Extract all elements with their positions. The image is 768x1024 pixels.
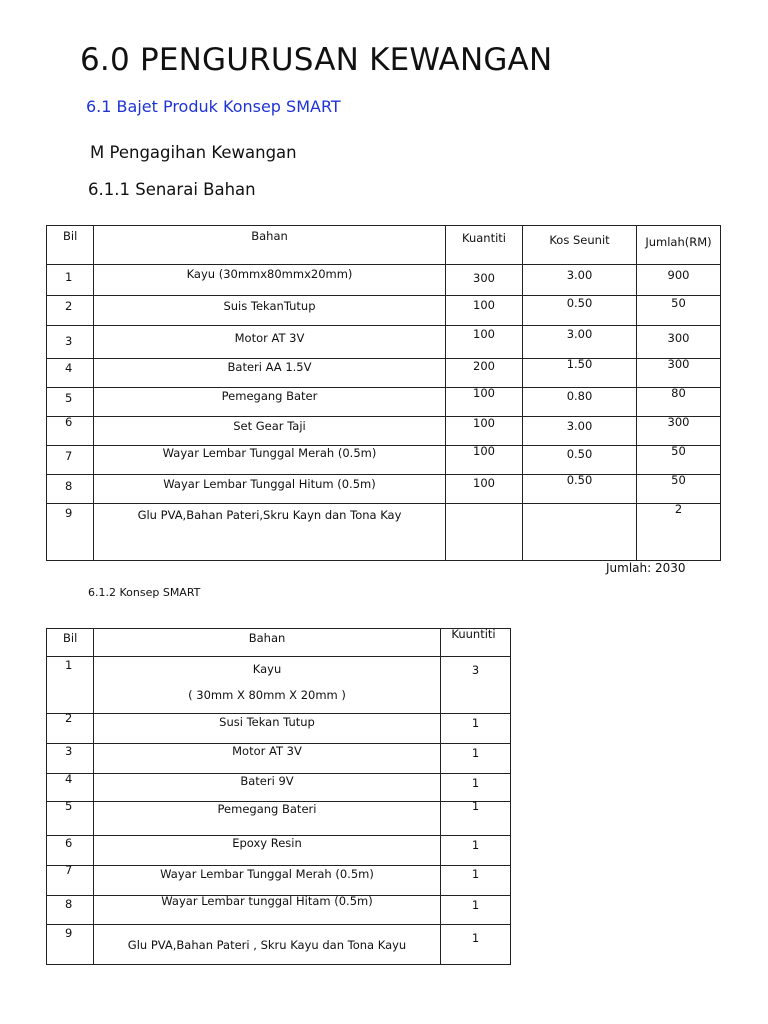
table-cell	[446, 265, 523, 296]
cell-text: 5	[65, 799, 73, 813]
cell-text: 6	[65, 836, 73, 850]
cell-text: 1	[65, 270, 73, 284]
cell-text: 300	[667, 331, 690, 345]
cell-text: 2	[65, 711, 73, 725]
table-cell	[441, 799, 511, 836]
table-cell	[523, 388, 637, 417]
table-cell	[441, 896, 511, 925]
header-bil	[47, 629, 94, 657]
table-cell	[523, 475, 637, 504]
cell-text: 1	[471, 776, 480, 790]
cell-text: 9	[65, 506, 73, 520]
cell-text: 0.50	[566, 473, 593, 487]
cell-text: Bahan	[248, 631, 286, 645]
cell-text: Wayar Lembar Tunggal Merah (0.5m)	[162, 446, 377, 460]
cell-text: 1	[471, 898, 480, 912]
table-row	[47, 265, 721, 296]
table-row	[47, 475, 721, 504]
subheading-budget: 6.1 Bajet Produk Konsep SMART	[86, 97, 341, 116]
table-cell	[47, 896, 94, 925]
cell-text: 50	[671, 296, 686, 310]
table-row	[47, 866, 511, 896]
cell-text: 100	[473, 476, 495, 490]
header-kuuntiti	[441, 629, 511, 657]
table-header-row	[47, 226, 721, 265]
table-cell	[441, 657, 511, 714]
table-cell	[47, 799, 94, 836]
table-cell	[446, 417, 523, 446]
cell-text: 7	[65, 863, 73, 877]
cell-text: 50	[671, 444, 686, 458]
section-title-material-list: 6.1.1 Senarai Bahan	[88, 180, 256, 199]
table-cell	[446, 359, 523, 388]
cell-text: 100	[473, 298, 495, 312]
table-row	[47, 657, 511, 714]
table-cell	[637, 417, 721, 446]
cell-text: 1	[471, 799, 480, 813]
cell-text: Motor AT 3V	[232, 744, 302, 758]
cell-text: Bahan	[251, 229, 288, 243]
table-cell	[47, 475, 94, 504]
cell-text: 1	[471, 931, 480, 945]
table-row	[47, 446, 721, 475]
table-cell	[94, 265, 446, 296]
cell-text: 4	[65, 361, 73, 375]
cell-text: 0.50	[566, 447, 593, 461]
cell-text: Bil	[63, 631, 78, 645]
cell-text: 200	[473, 359, 495, 373]
table-cell	[94, 774, 441, 802]
table-cell	[94, 446, 446, 475]
table-row	[47, 326, 721, 359]
table-cell	[523, 326, 637, 359]
section-title-allocation: M Pengagihan Kewangan	[90, 143, 297, 162]
table-row	[47, 774, 511, 802]
table-row	[47, 836, 511, 866]
cell-text: 80	[671, 386, 686, 400]
table-cell	[637, 326, 721, 359]
cell-text: 900	[667, 268, 690, 282]
table-cell	[523, 417, 637, 446]
smart-concept-table	[46, 628, 511, 965]
cell-text: 1	[65, 658, 73, 672]
cell-text: 3	[471, 663, 480, 677]
table-cell	[523, 359, 637, 388]
table-row	[47, 802, 511, 836]
table-cell	[441, 866, 511, 896]
page-title: 6.0 PENGURUSAN KEWANGAN	[80, 42, 553, 78]
cell-text: 100	[473, 327, 495, 341]
table-cell	[94, 744, 441, 774]
table-cell	[446, 504, 523, 561]
table-cell	[94, 417, 446, 446]
cell-text: 4	[65, 772, 73, 786]
cell-text: 3	[65, 334, 73, 348]
table-cell	[637, 359, 721, 388]
table-cell	[47, 774, 94, 802]
table-cell	[94, 326, 446, 359]
table-cell	[637, 388, 721, 417]
header-bil	[47, 226, 94, 265]
table-cell	[523, 265, 637, 296]
table-row	[47, 744, 511, 774]
header-kuantiti	[446, 226, 523, 265]
table-cell	[47, 657, 94, 714]
cell-text: 3	[65, 744, 73, 758]
cell-text: Kos Seunit	[549, 233, 610, 247]
cell-text: 300	[667, 415, 690, 429]
cell-text: 1	[471, 716, 480, 730]
cell-text: 3.00	[566, 327, 593, 341]
table-cell	[47, 388, 94, 417]
table-cell	[47, 265, 94, 296]
cell-text: Epoxy Resin	[232, 836, 302, 850]
cell-text: 0.50	[566, 296, 593, 310]
table-cell	[523, 504, 637, 561]
cell-text: Susi Tekan Tutup	[219, 715, 315, 729]
cell-text: Bateri AA 1.5V	[227, 360, 312, 374]
table-row	[47, 417, 721, 446]
table-cell	[94, 866, 441, 896]
table-cell	[94, 802, 441, 836]
cell-text: 2	[65, 299, 73, 313]
table-cell	[47, 296, 94, 326]
cell-text: Motor AT 3V	[234, 331, 305, 345]
table-cell	[47, 504, 94, 561]
table-cell	[523, 446, 637, 475]
table-cell	[94, 714, 441, 744]
cell-text: 2	[674, 502, 683, 516]
table-cell	[94, 836, 441, 866]
cell-text: 8	[65, 897, 73, 911]
cell-text: Bateri 9V	[240, 774, 294, 788]
cell-text: 50	[671, 473, 686, 487]
cell-text: 5	[65, 391, 73, 405]
header-bahan	[94, 629, 441, 657]
cell-text: 6	[65, 415, 73, 429]
table-cell	[94, 896, 441, 925]
cell-text: Jumlah(RM)	[645, 235, 712, 249]
cell-text: 8	[65, 479, 73, 493]
table-cell	[441, 744, 511, 774]
table-cell	[446, 446, 523, 475]
table-cell	[94, 504, 446, 561]
table-header-row	[47, 629, 511, 657]
section-title-smart-concept: 6.1.2 Konsep SMART	[88, 586, 201, 599]
cell-text: 300	[473, 271, 495, 285]
table-cell	[637, 446, 721, 475]
table-row	[47, 714, 511, 744]
table-cell	[94, 359, 446, 388]
table-cell	[47, 446, 94, 475]
table-cell	[523, 296, 637, 326]
table-cell	[94, 657, 441, 714]
table-cell	[47, 863, 94, 896]
table-row	[47, 296, 721, 326]
cell-text: ( 30mm X 80mm X 20mm )	[188, 688, 346, 702]
cell-text: 1	[471, 746, 480, 760]
cell-text: Wayar Lembar Tunggal Merah (0.5m)	[160, 867, 374, 881]
cell-text: Wayar Lembar tunggal Hitam (0.5m)	[161, 894, 373, 908]
cell-text: Pemegang Bater	[221, 389, 318, 403]
cell-text: Kayu (30mmx80mmx20mm)	[186, 267, 353, 281]
header-jumlah	[637, 226, 721, 265]
table-cell	[94, 925, 441, 965]
cell-text: 100	[473, 416, 495, 430]
table-cell	[441, 925, 511, 965]
cell-text: Suis TekanTutup	[223, 299, 316, 313]
cell-text: 0.80	[566, 389, 593, 403]
cell-text: Bil	[63, 229, 78, 243]
table-cell	[47, 711, 94, 744]
material-list-table	[46, 225, 721, 561]
header-kos-seunit	[523, 226, 637, 265]
cell-text: Kuuntiti	[451, 627, 496, 641]
cell-text: 9	[65, 926, 73, 940]
total-amount: Jumlah: 2030	[606, 561, 686, 575]
table-cell	[47, 925, 94, 965]
table-row	[47, 504, 721, 561]
table-row	[47, 925, 511, 965]
table-cell	[47, 744, 94, 774]
header-bahan	[94, 226, 446, 265]
table-cell	[47, 836, 94, 866]
table-cell	[446, 326, 523, 359]
table-cell	[446, 475, 523, 504]
cell-text: Kayu	[252, 662, 282, 676]
cell-text: 1	[471, 838, 480, 852]
table-cell	[637, 504, 721, 561]
table-cell	[47, 417, 94, 446]
table-cell	[446, 296, 523, 326]
cell-text: 1	[471, 867, 480, 881]
table-cell	[441, 714, 511, 744]
cell-text: Set Gear Taji	[233, 419, 306, 433]
table-cell	[94, 296, 446, 326]
table-cell	[637, 265, 721, 296]
cell-text: 3.00	[566, 268, 593, 282]
table-row	[47, 388, 721, 417]
table-cell	[637, 475, 721, 504]
cell-text: Kuantiti	[461, 231, 506, 245]
cell-text: Wayar Lembar Tunggal Hitum (0.5m)	[163, 477, 376, 491]
table-row	[47, 359, 721, 388]
table-cell	[94, 475, 446, 504]
cell-text: Glu PVA,Bahan Pateri,Skru Kayn dan Tona Kay	[137, 508, 402, 522]
table-cell	[637, 296, 721, 326]
table-cell	[446, 388, 523, 417]
cell-text: 100	[473, 444, 495, 458]
table-cell	[441, 774, 511, 802]
cell-text: 300	[667, 357, 690, 371]
table-cell	[441, 836, 511, 866]
cell-text: 100	[473, 386, 495, 400]
cell-text: Pemegang Bateri	[217, 802, 317, 816]
cell-text: 7	[65, 449, 73, 463]
cell-text: Glu PVA,Bahan Pateri , Skru Kayu dan Tona Kayu	[127, 938, 407, 952]
table-cell	[47, 359, 94, 388]
cell-text: 1.50	[566, 357, 593, 371]
table-cell	[47, 326, 94, 359]
table-cell	[94, 388, 446, 417]
cell-text: 3.00	[566, 419, 593, 433]
table-row	[47, 896, 511, 925]
